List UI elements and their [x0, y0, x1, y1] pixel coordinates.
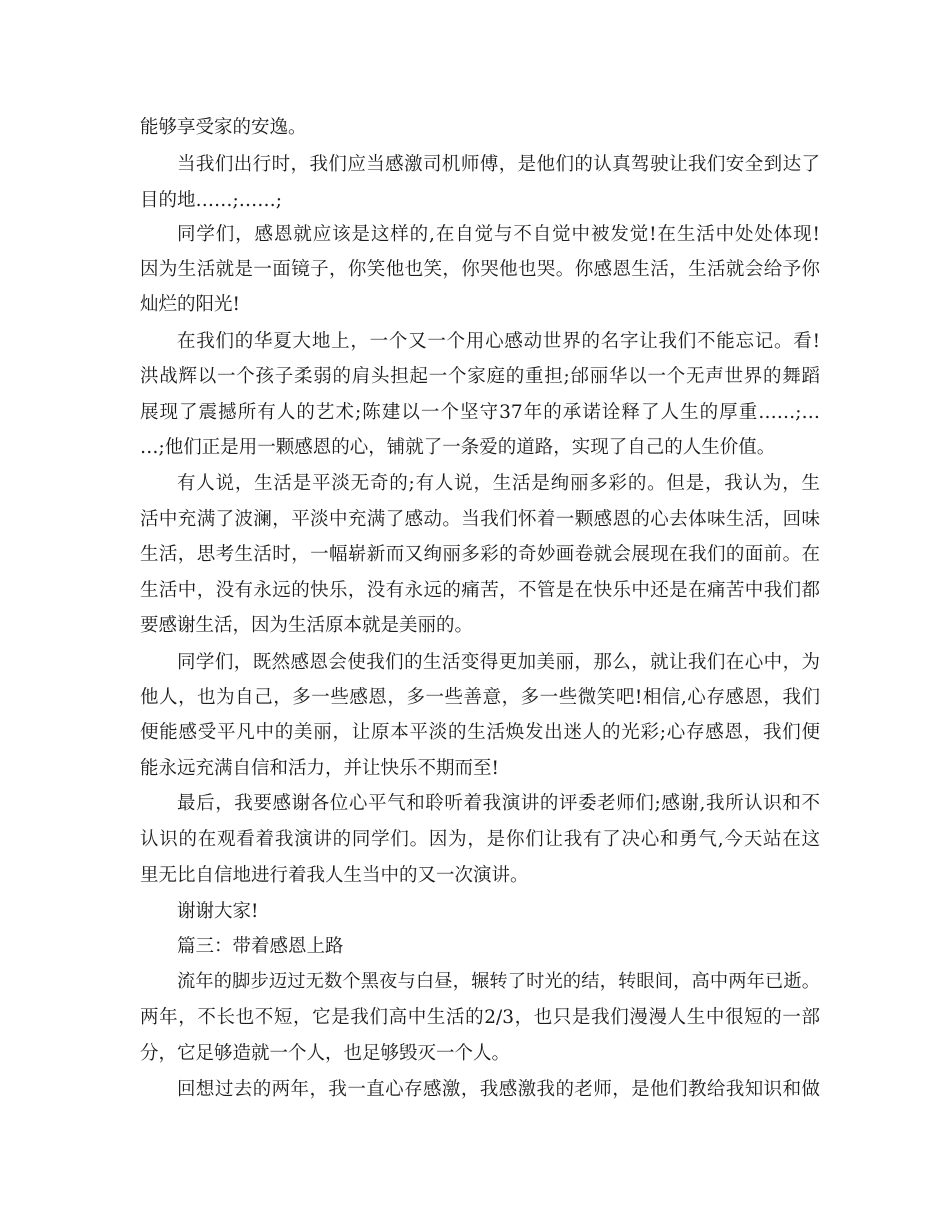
- text-line: 要感谢生活，因为生活原本就是美丽的。: [140, 615, 474, 636]
- text-line: 有人说，生活是平淡无奇的;有人说，生活是绚丽多彩的。但是，我认为，生: [177, 473, 820, 494]
- text-line: 认识的在观看着我演讲的同学们。因为，是你们让我有了决心和勇气,今天站在这: [140, 829, 820, 850]
- text-line: 流年的脚步迈过无数个黑夜与白昼，辗转了时光的结，转眼间，高中两年已逝。: [177, 971, 820, 992]
- section-heading: 篇三：带着感恩上路: [177, 936, 344, 957]
- text-line: 同学们，感恩就应该是这样的,在自觉与不自觉中被发觉!在生活中处处体现!: [177, 224, 820, 245]
- text-line: …;他们正是用一颗感恩的心，铺就了一条爱的道路，实现了自己的人生价值。: [140, 437, 776, 458]
- text-line: 里无比自信地进行着我人生当中的又一次演讲。: [140, 865, 529, 886]
- text-line: 当我们出行时，我们应当感激司机师傅，是他们的认真驾驶让我们安全到达了: [177, 154, 820, 175]
- text-line: 回想过去的两年，我一直心存感激，我感激我的老师，是他们教给我知识和做: [177, 1079, 820, 1100]
- text-line: 最后，我要感谢各位心平气和聆听着我演讲的评委老师们;感谢,我所认识和不: [177, 793, 820, 814]
- text-line: 生活中，没有永远的快乐，没有永远的痛苦，不管是在快乐中还是在痛苦中我们都: [140, 580, 820, 601]
- text-line: 活中充满了波澜，平淡中充满了感动。当我们怀着一颗感恩的心去体味生活，回味: [140, 509, 820, 530]
- text-line: 他人，也为自己，多一些感恩，多一些善意，多一些微笑吧!相信,心存感恩，我们: [140, 687, 820, 708]
- text-line: 展现了震撼所有人的艺术;陈建以一个坚守37年的承诺诠释了人生的厚重……;…: [140, 402, 820, 423]
- text-line: 在我们的华夏大地上，一个又一个用心感动世界的名字让我们不能忘记。看!: [177, 331, 820, 352]
- text-line: 谢谢大家!: [177, 901, 259, 922]
- text-line: 目的地……;……;: [140, 190, 282, 211]
- text-line: 便能感受平凡中的美丽，让原本平淡的生活焕发出迷人的光彩;心存感恩，我们便: [140, 722, 820, 743]
- text-line: 分，它足够造就一个人，也足够毁灭一个人。: [140, 1043, 511, 1064]
- text-line: 生活，思考生活时，一幅崭新而又绚丽多彩的奇妙画卷就会展现在我们的面前。在: [140, 544, 820, 565]
- text-line: 能够享受家的安逸。: [140, 117, 307, 138]
- text-line: 灿烂的阳光!: [140, 294, 240, 315]
- text-line: 洪战辉以一个孩子柔弱的肩头担起一个家庭的重担;邰丽华以一个无声世界的舞蹈: [140, 366, 820, 387]
- text-line: 因为生活就是一面镜子，你笑他也笑，你哭他也哭。你感恩生活，生活就会给予你: [140, 259, 820, 280]
- text-line: 两年，不长也不短，它是我们高中生活的2/3，也只是我们漫漫人生中很短的一部: [140, 1007, 820, 1028]
- text-line: 能永远充满自信和活力，并让快乐不期而至!: [140, 758, 499, 779]
- text-line: 同学们，既然感恩会使我们的生活变得更加美丽，那么，就让我们在心中，为: [177, 652, 820, 673]
